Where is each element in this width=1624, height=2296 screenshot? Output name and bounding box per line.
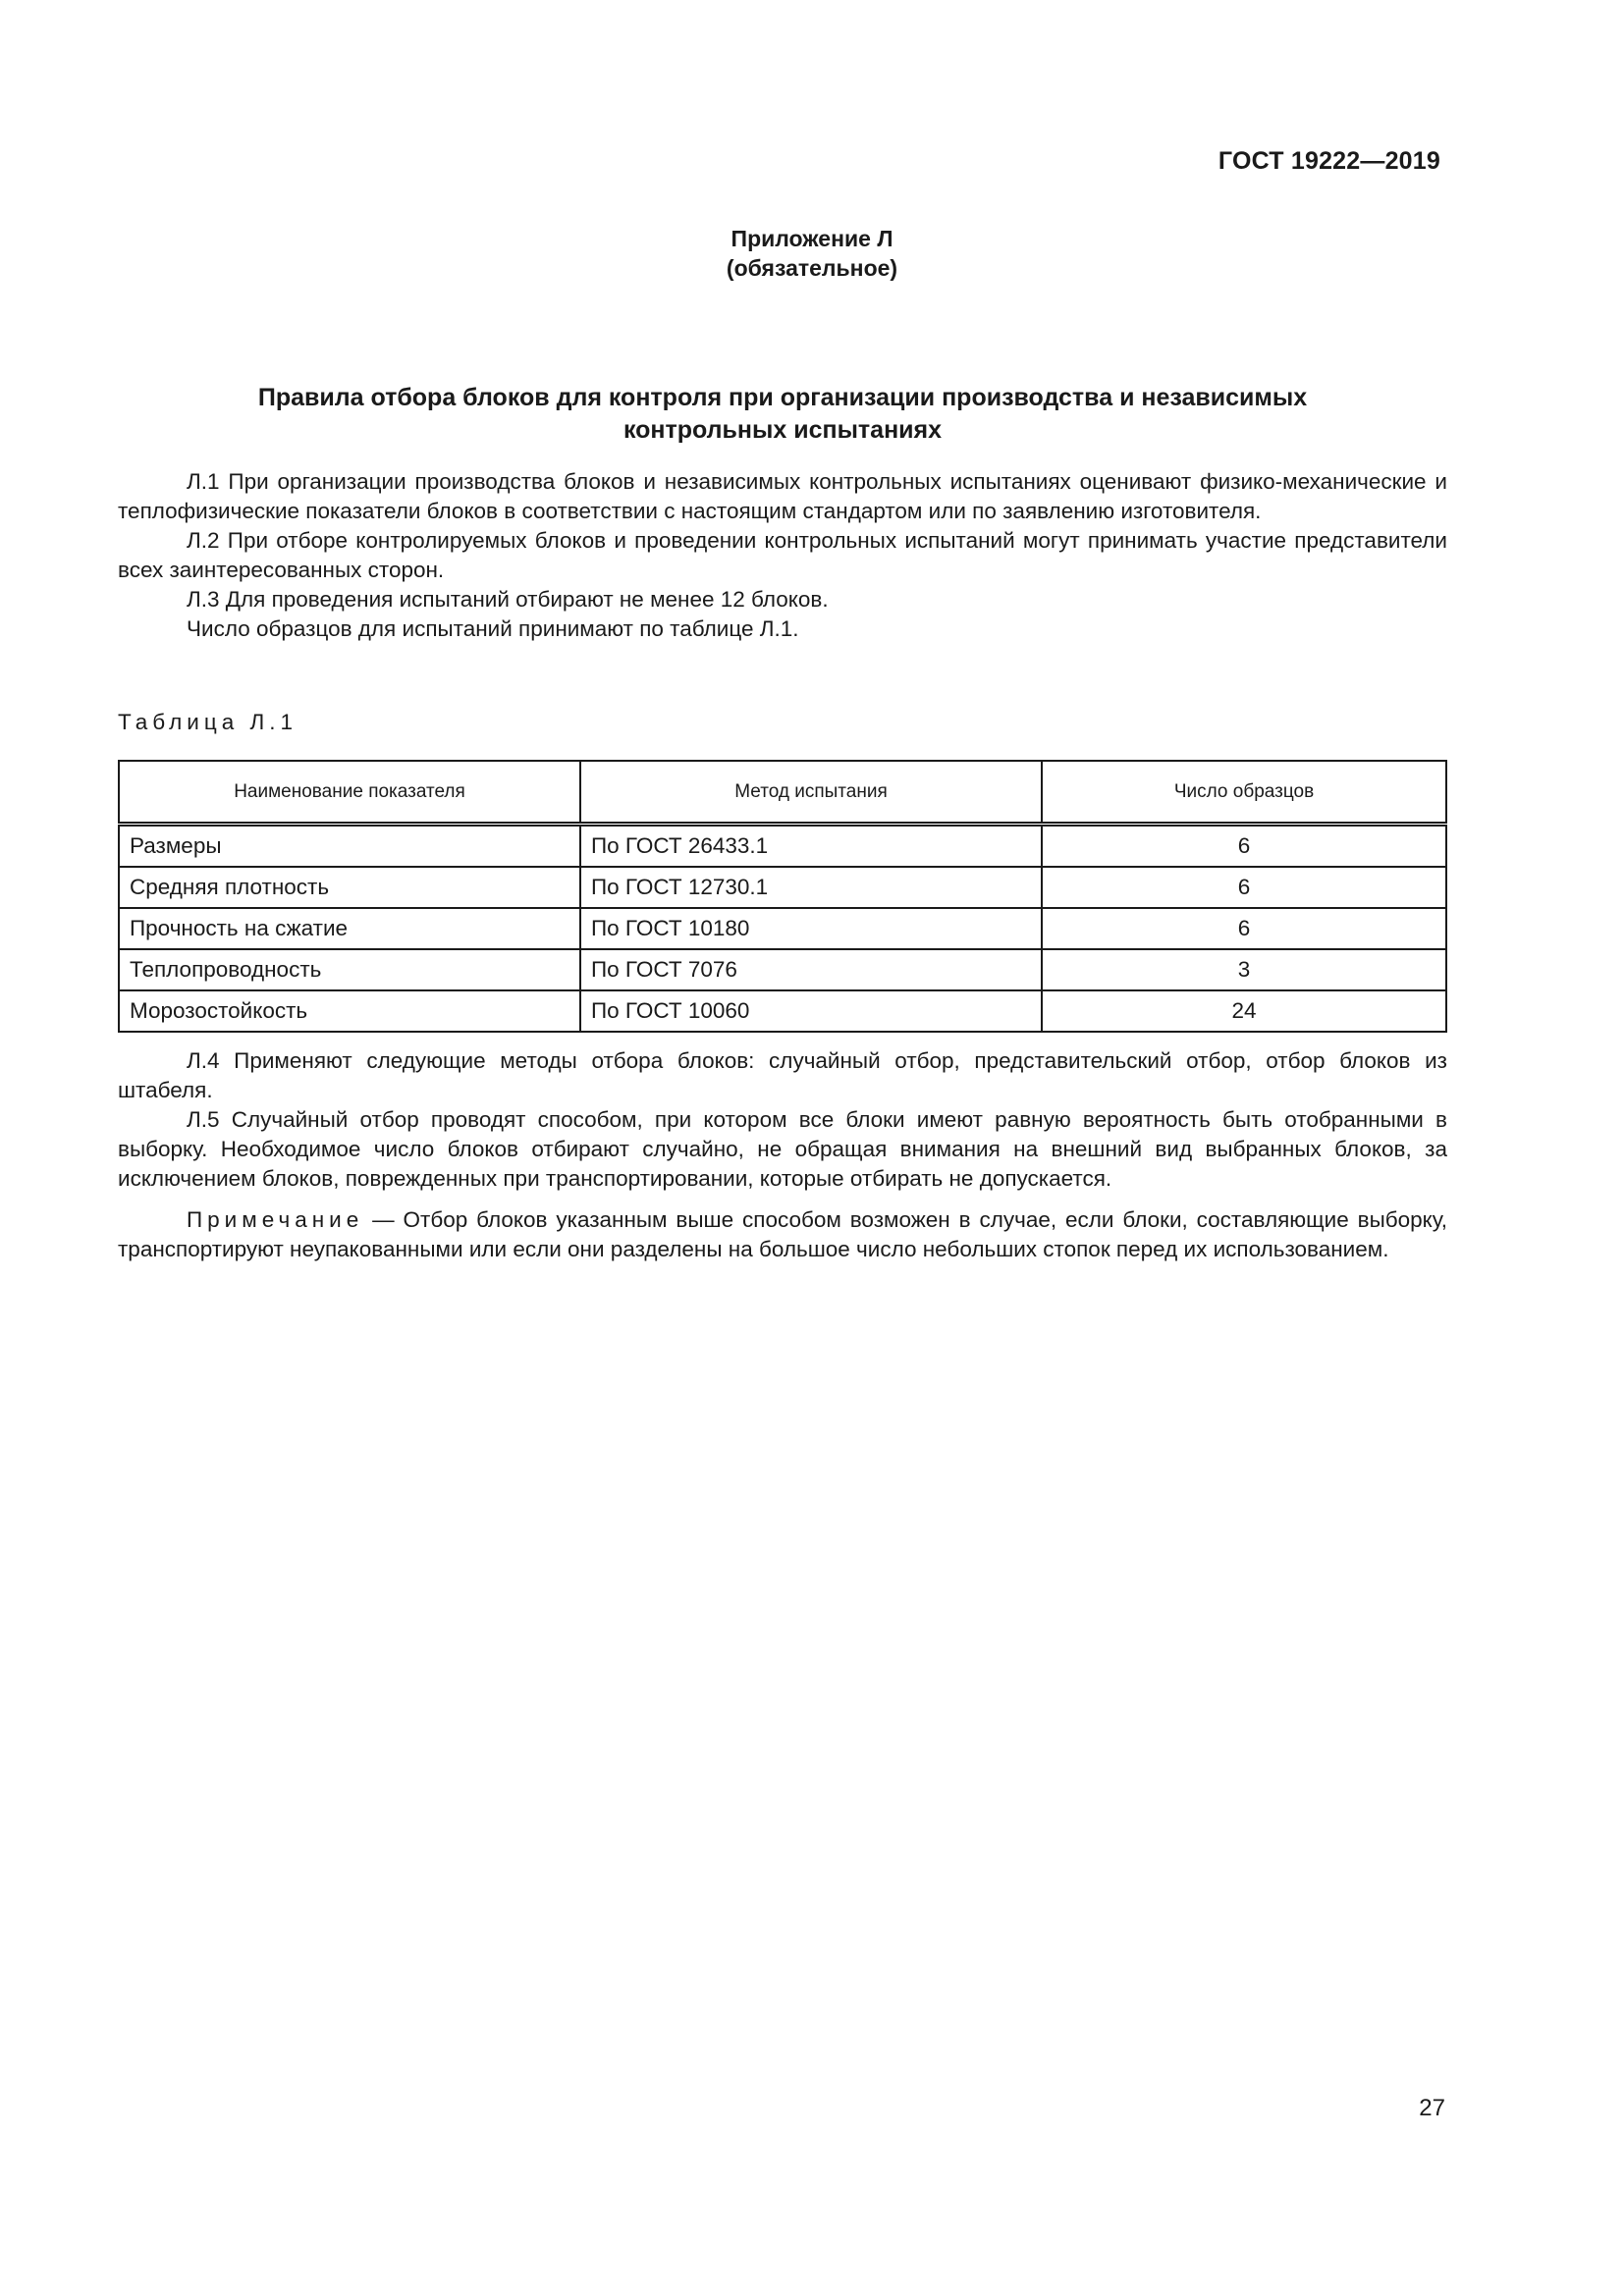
cell-indicator: Прочность на сжатие <box>119 908 580 949</box>
table-row <box>119 825 1446 868</box>
table-caption-text: Таблица Л.1 <box>118 710 298 734</box>
table-header-row <box>119 761 1446 825</box>
table-row <box>119 867 1446 908</box>
section-title <box>118 382 1447 447</box>
paragraph-l3: Л.3 Для проведения испытаний отбирают не менее 12 блоков. <box>187 587 829 612</box>
cell-indicator: Средняя плотность <box>119 867 580 908</box>
cell-count: 3 <box>1042 949 1446 990</box>
cell-count: 24 <box>1042 990 1446 1032</box>
note-paragraph <box>118 1205 1447 1264</box>
cell-method: По ГОСТ 12730.1 <box>580 867 1042 908</box>
paragraph-l4: Л.4 Применяют следующие методы отбора блоков: случайный отбор, представительский отбор, отбор блоков из штабеля. <box>118 1048 1447 1102</box>
cell-indicator: Размеры <box>119 825 580 868</box>
appendix-heading <box>0 224 1624 283</box>
selection-paragraphs <box>118 1046 1447 1264</box>
appendix-title: Приложение Л <box>731 226 893 251</box>
samples-table <box>118 760 1447 1033</box>
note-text: — Отбор блоков указанным выше способом возможен в случае, если блоки, составляющие выборку, транспортируют неупакованными или если они разделены на большое число небольших стопок перед их использованием. <box>118 1207 1447 1261</box>
cell-indicator: Теплопроводность <box>119 949 580 990</box>
cell-method: По ГОСТ 10060 <box>580 990 1042 1032</box>
header-sample-count: Число образцов <box>1042 761 1446 825</box>
paragraph-l2: Л.2 При отборе контролируемых блоков и проведении контрольных испытаний могут принимать участие представители всех заинтересованных сторон. <box>118 528 1447 582</box>
paragraph-l5: Л.5 Случайный отбор проводят способом, при котором все блоки имеют равную вероятность быть отобранными в выборку. Необходимое число блоков отбирают случайно, не обращая внимания на внешний вид выбранных блоков, за исключением блоков, поврежденных при транспортировании, которые отбирать не допускается. <box>118 1107 1447 1191</box>
table-row <box>119 908 1446 949</box>
table-caption <box>118 710 298 735</box>
cell-count: 6 <box>1042 908 1446 949</box>
cell-count: 6 <box>1042 825 1446 868</box>
section-title-line2: контрольных испытаниях <box>623 416 943 444</box>
cell-method: По ГОСТ 26433.1 <box>580 825 1042 868</box>
header-test-method: Метод испытания <box>580 761 1042 825</box>
page-number: 27 <box>1419 2095 1445 2121</box>
document-code: ГОСТ 19222—2019 <box>1218 147 1440 175</box>
note-label: Примечание <box>187 1207 364 1232</box>
table-row <box>119 990 1446 1032</box>
paragraph-table-reference: Число образцов для испытаний принимают по таблице Л.1. <box>187 616 799 641</box>
section-title-line1: Правила отбора блоков для контроля при организации производства и независимых <box>257 384 1308 411</box>
cell-count: 6 <box>1042 867 1446 908</box>
appendix-status: (обязательное) <box>726 255 898 281</box>
cell-method: По ГОСТ 7076 <box>580 949 1042 990</box>
header-indicator: Наименование показателя <box>119 761 580 825</box>
paragraph-l1: Л.1 При организации производства блоков и независимых контрольных испытаниях оценивают физико-механические и теплофизические показатели блоков в соответствии с настоящим стандартом или по заявлению изготовителя. <box>118 469 1447 523</box>
table-row <box>119 949 1446 990</box>
cell-method: По ГОСТ 10180 <box>580 908 1042 949</box>
cell-indicator: Морозостойкость <box>119 990 580 1032</box>
intro-paragraphs <box>118 467 1447 644</box>
